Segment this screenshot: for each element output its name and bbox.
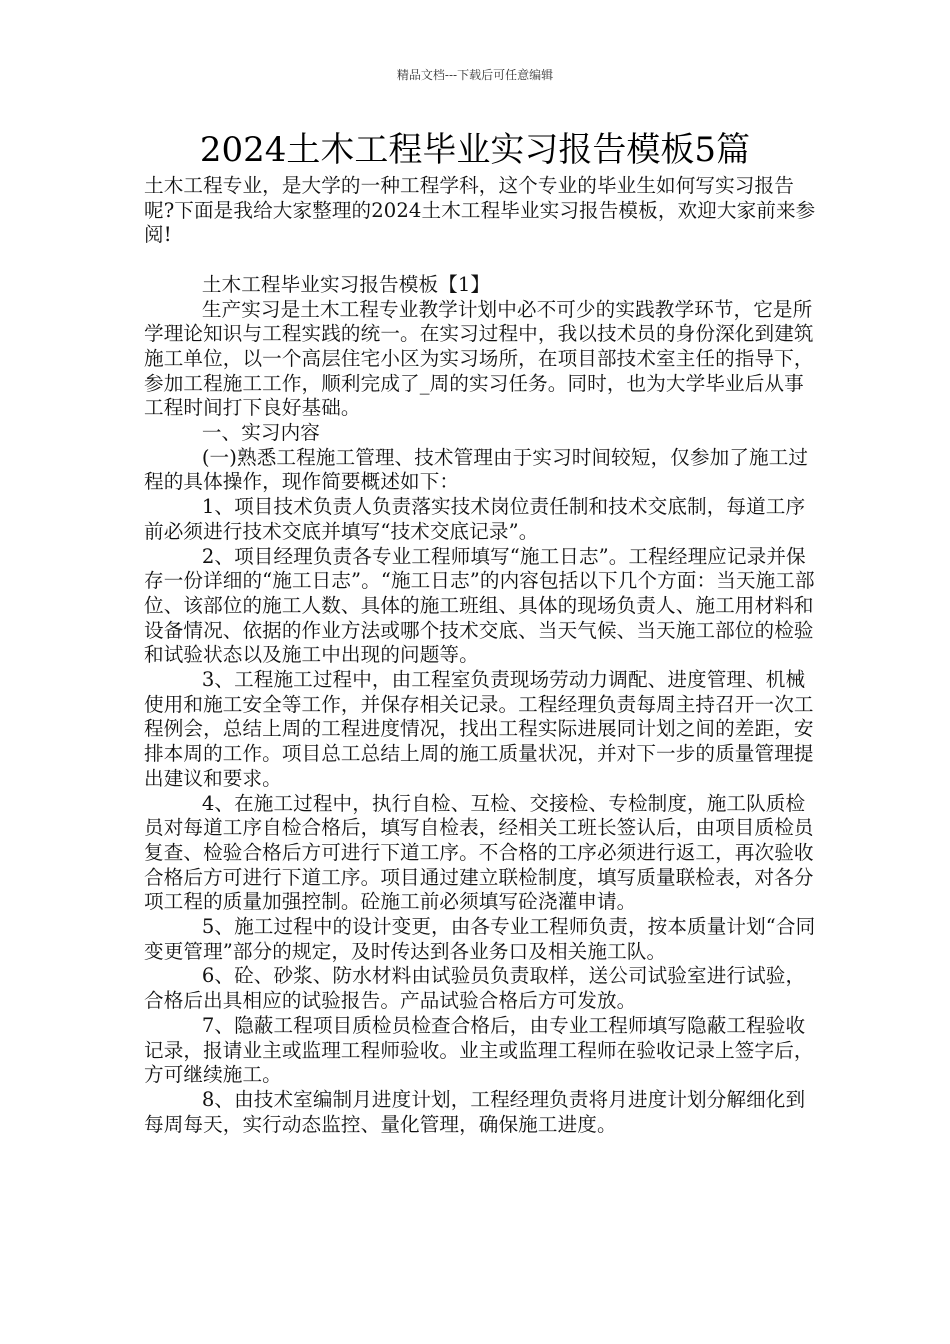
- subsection-heading: 一、实习内容: [201, 421, 320, 445]
- list-item: 2、项目经理负责各专业工程师填写“施工日志”。工程经理应记录并保存一份详细的“施工日志”。“施工日志”的内容包括以下几个方面：当天施工部位、该部位的施工人数、具体的施工班组、具体的现场负责人、施工用材料和设备情况、依据的作业方法或哪个技术交底、当天气候、当天施工部位的检验和试验状态以及施工中出现的问题等。: [144, 544, 815, 667]
- document-title: 2024土木工程毕业实习报告模板5篇: [199, 130, 751, 170]
- page-header: 精品文档---下载后可任意编辑: [396, 68, 554, 82]
- list-item: 1、项目技术负责人负责落实技术岗位责任制和技术交底制，每道工序前必须进行技术交底并填写“技术交底记录”。: [144, 495, 806, 543]
- list-item: 5、施工过程中的设计变更，由各专业工程师负责，按本质量计划“合同变更管理”部分的规定，及时传达到各业务口及相关施工队。: [144, 915, 816, 963]
- list-item: 4、在施工过程中，执行自检、互检、交接检、专检制度，施工队质检员对每道工序自检合格后，填写自检表，经相关工班长签认后，由项目质检员复查、检验合格后方可进行下道工序。不合格的工序必须进行返工，再次验收合格后方可进行下道工序。项目通过建立联检制度，填写质量联检表，对各分项工程的质量加强控制。砼施工前必须填写砼浇灌申请。: [144, 791, 814, 914]
- paragraph: (一)熟悉工程施工管理、技术管理由于实习时间较短，仅参加了施工过程的具体操作，现作简要概述如下：: [144, 445, 809, 494]
- list-item: 7、隐蔽工程项目质检员检查合格后，由专业工程师填写隐蔽工程验收记录，报请业主或监理工程师验收。业主或监理工程师在验收记录上签字后，方可继续施工。: [144, 1013, 814, 1087]
- section-heading: 土木工程毕业实习报告模板【1】: [201, 272, 491, 296]
- list-item: 8、由技术室编制月进度计划，工程经理负责将月进度计划分解细化到每周每天，实行动态监控、量化管理，确保施工进度。: [144, 1088, 806, 1136]
- intro-paragraph: 土木工程专业，是大学的一种工程学科，这个专业的毕业生如何写实习报告呢?下面是我给大家整理的2024土木工程毕业实习报告模板，欢迎大家前来参阅!: [144, 174, 816, 247]
- list-item: 6、砼、砂浆、防水材料由试验员负责取样，送公司试验室进行试验，合格后出具相应的试验报告。产品试验合格后方可发放。: [144, 964, 806, 1013]
- document-body: [144, 174, 820, 1137]
- list-item: 3、工程施工过程中，由工程室负责现场劳动力调配、进度管理、机械使用和施工安全等工作，并保存相关记录。工程经理负责每周主持召开一次工程例会，总结上周的工程进度情况，找出工程实际进展同计划之间的差距，安排本周的工作。项目总工总结上周的施工质量状况，并对下一步的质量管理提出建议和要求。: [144, 668, 814, 790]
- paragraph: 生产实习是土木工程专业教学计划中必不可少的实践教学环节，它是所学理论知识与工程实践的统一。在实习过程中，我以技术员的身份深化到建筑施工单位，以一个高层住宅小区为实习场所，在项目部技术室主任的指导下，参加工程施工工作，顺利完成了_周的实习任务。同时，也为大学毕业后从事工程时间打下良好基础。: [144, 297, 814, 420]
